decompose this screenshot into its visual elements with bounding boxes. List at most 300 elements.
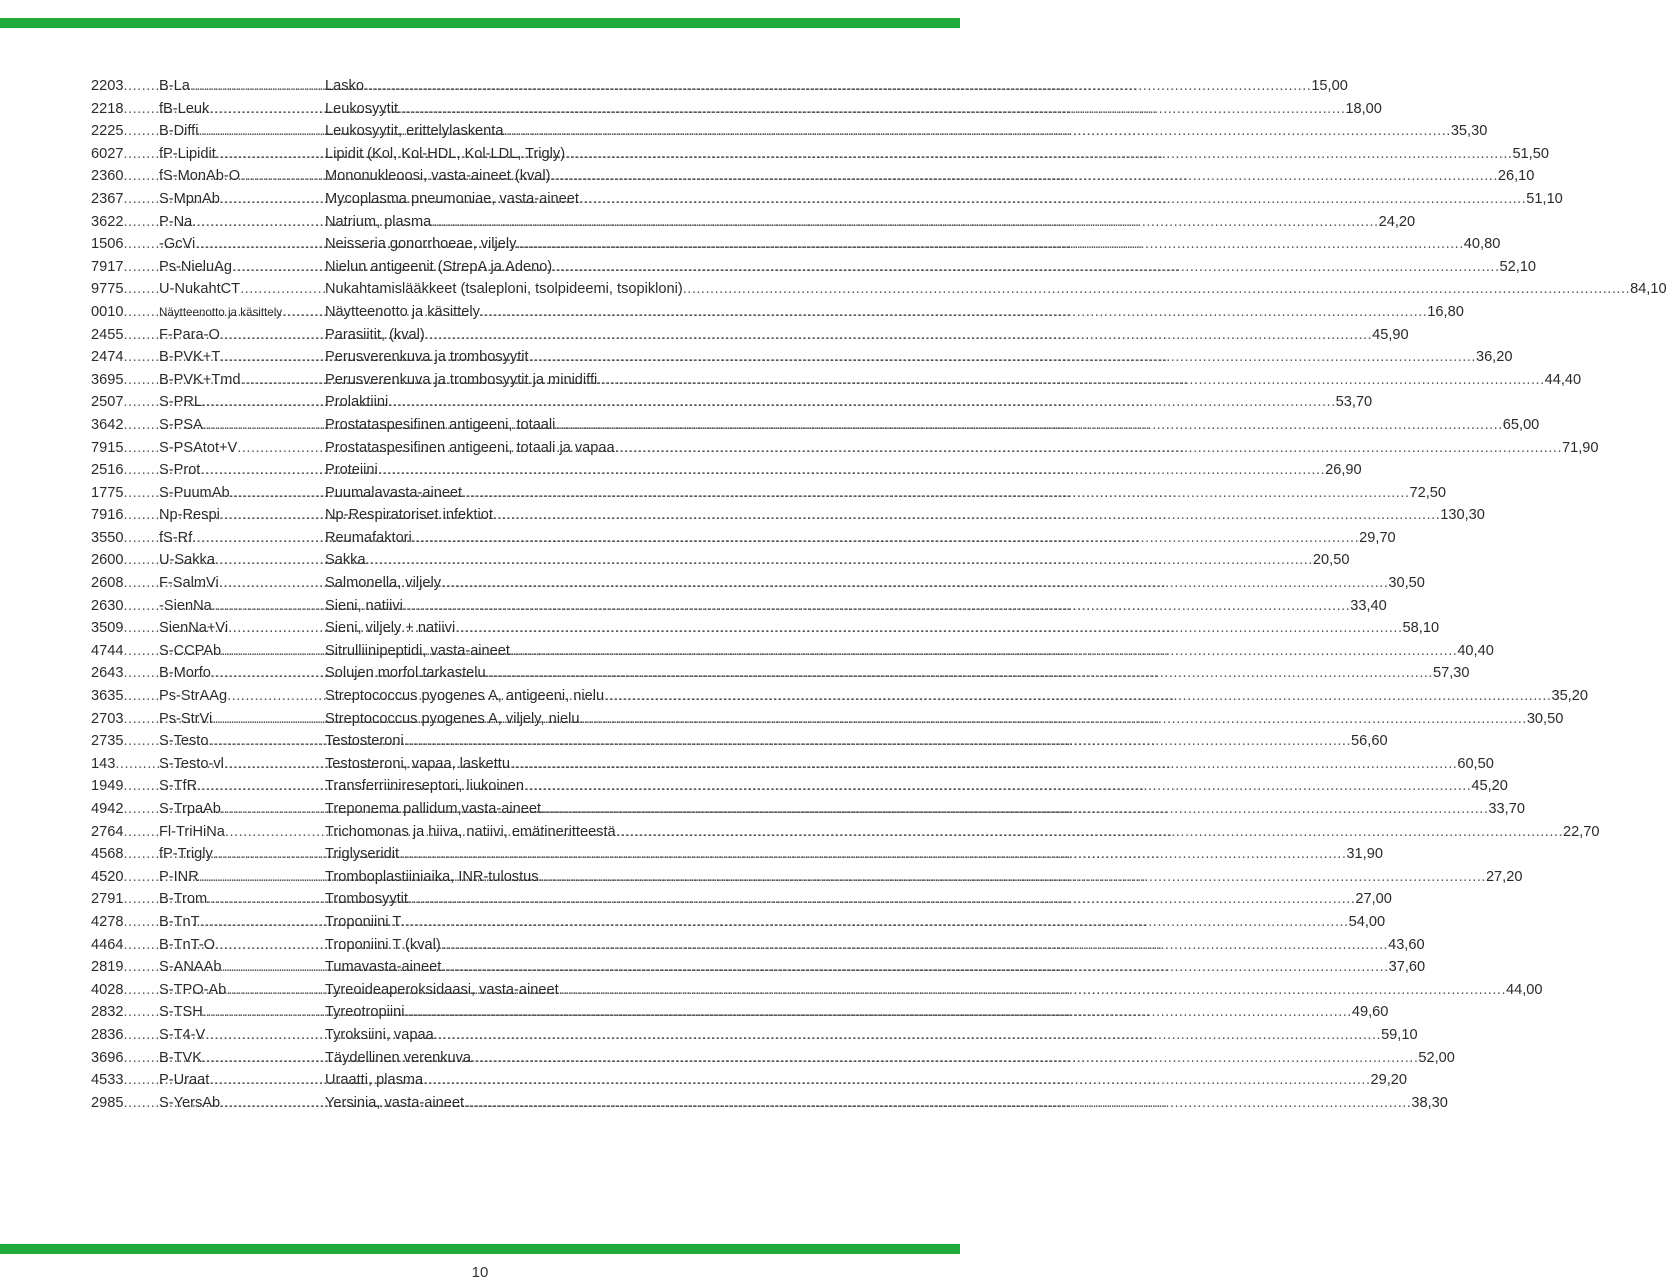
dot-leader: [615, 437, 1562, 460]
test-name-text: Proteiini: [325, 462, 378, 479]
test-abbreviation-text: S-PSA: [159, 416, 203, 433]
test-price: 40,40: [1457, 642, 1494, 659]
test-price: 49,60: [1351, 1004, 1389, 1021]
price-row: [91, 1069, 1408, 1092]
test-price: 44,00: [1506, 981, 1543, 998]
test-abbreviation-cell: [159, 211, 325, 234]
test-price: 22,70: [1563, 823, 1600, 840]
test-name-cell: [325, 934, 1388, 957]
test-code-cell: [91, 595, 159, 618]
test-name-text: Nielun antigeenit (StrepA ja Adeno): [325, 258, 553, 275]
price-row: [91, 1047, 1455, 1070]
test-code-text: 2791: [91, 891, 124, 908]
test-name-text: Nukahtamislääkkeet (tsaleploni, tsolpideemi, tsopikloni): [325, 281, 683, 298]
test-price: 43,60: [1388, 936, 1425, 953]
dot-leader: [565, 143, 1512, 166]
dot-leader: [431, 211, 1378, 234]
test-code-cell: [91, 821, 159, 844]
test-abbreviation-text: B-Morfo: [159, 665, 211, 682]
test-code-cell: [91, 188, 159, 211]
test-name-cell: [325, 549, 1313, 572]
test-price: 29,70: [1359, 529, 1396, 546]
test-name-cell: [325, 572, 1388, 595]
test-abbreviation-cell: [159, 979, 325, 1002]
dot-leader: [559, 979, 1506, 1002]
test-name-text: Streptococcus pyogenes A, antigeeni, nielu: [325, 688, 605, 705]
dot-leader: [551, 165, 1498, 188]
test-code-text: 3695: [91, 371, 124, 388]
price-row: [91, 188, 1563, 211]
test-code-text: 6027: [91, 145, 124, 162]
test-code-cell: [91, 414, 159, 437]
test-name-text: Prostataspesifinen antigeeni, totaali: [325, 416, 556, 433]
test-code-cell: [91, 301, 159, 324]
test-code-cell: [91, 866, 159, 889]
test-name-cell: [325, 165, 1498, 188]
dot-leader: [464, 1092, 1411, 1115]
test-code-cell: [91, 527, 159, 550]
test-code-text: 3642: [91, 416, 124, 433]
test-name-text: Transferriinireseptori, liukoinen: [325, 778, 524, 795]
test-code-cell: [91, 504, 159, 527]
test-price: 27,20: [1485, 868, 1523, 885]
dot-leader: [405, 1001, 1352, 1024]
test-code-text: 4520: [91, 868, 124, 885]
test-code-cell: [91, 143, 159, 166]
dot-leader: [486, 662, 1433, 685]
test-abbreviation-cell: [159, 595, 325, 618]
test-code-text: 4942: [91, 801, 124, 817]
test-name-text: Perusverenkuva ja trombosyytit: [325, 349, 529, 366]
dot-leader: [366, 549, 1313, 572]
test-abbreviation-text: Ps-StrVi: [159, 710, 213, 727]
test-code-cell: [91, 391, 159, 414]
test-abbreviation-text: fP-Lipidit: [159, 145, 216, 162]
test-name-cell: [325, 843, 1346, 866]
test-abbreviation-text: S-MpnAb: [159, 190, 220, 207]
price-row: [91, 640, 1494, 663]
test-code-text: 2474: [91, 349, 124, 366]
dot-leader: [399, 843, 1346, 866]
test-code-text: 2643: [91, 665, 124, 682]
dot-leader: [480, 301, 1427, 324]
dot-leader: [441, 572, 1388, 595]
test-abbreviation-cell: [159, 866, 325, 889]
test-abbreviation-text: S-PSAtot+V: [159, 439, 238, 456]
price-row: [91, 775, 1508, 798]
test-name-cell: [325, 75, 1311, 98]
test-code-cell: [91, 437, 159, 460]
test-price: 58,10: [1402, 620, 1440, 637]
test-abbreviation-cell: [159, 369, 325, 392]
test-code-cell: [91, 730, 159, 753]
price-row: [91, 617, 1440, 640]
test-code-cell: [91, 979, 159, 1002]
test-price: 26,90: [1325, 462, 1362, 479]
test-name-text: Sieni, viljely + natiivi: [325, 620, 456, 637]
test-name-text: Näytteenotto ja käsittely: [325, 303, 480, 320]
test-code-text: 3509: [91, 620, 124, 637]
test-code-text: 3550: [91, 529, 124, 546]
test-name-text: Yersinia, vasta-aineet: [325, 1094, 464, 1111]
test-abbreviation-text: F-Para-O: [159, 326, 220, 343]
test-code-cell: [91, 1047, 159, 1070]
test-abbreviation-text: SienNa+Vi: [159, 620, 229, 637]
dot-leader: [462, 482, 1409, 505]
price-row: [91, 414, 1540, 437]
test-code-text: 2225: [91, 123, 124, 140]
price-row: [91, 98, 1382, 121]
test-abbreviation-cell: [159, 1047, 325, 1070]
price-row: [91, 459, 1362, 482]
test-name-text: Mycoplasma pneumoniae, vasta-aineet: [325, 190, 579, 207]
test-price: 33,70: [1488, 801, 1525, 817]
test-name-cell: [325, 821, 1563, 844]
test-name-text: Perusverenkuva ja trombosyytit ja minidiffi: [325, 371, 598, 388]
test-code-cell: [91, 482, 159, 505]
test-abbreviation-cell: [159, 708, 325, 731]
test-code-cell: [91, 1069, 159, 1092]
test-code-cell: [91, 911, 159, 934]
dot-leader: [510, 753, 1457, 776]
test-abbreviation-cell: [159, 662, 325, 685]
test-code-cell: [91, 256, 159, 279]
test-name-cell: [325, 1047, 1418, 1070]
test-abbreviation-text: Näytteenotto ja käsittely: [159, 305, 283, 319]
price-row: [91, 1092, 1448, 1115]
dot-leader: [123, 278, 159, 301]
test-abbreviation-cell: [159, 730, 325, 753]
price-row: [91, 278, 1667, 301]
test-code-text: 4744: [91, 642, 124, 659]
price-row: [91, 956, 1426, 979]
test-price: 35,20: [1551, 688, 1588, 705]
test-abbreviation-cell: [159, 798, 325, 821]
test-abbreviation-cell: [159, 459, 325, 482]
test-abbreviation-text: S-PuumAb: [159, 484, 230, 501]
test-code-cell: [91, 324, 159, 347]
test-price: 35,30: [1450, 123, 1488, 140]
test-abbreviation-cell: [159, 482, 325, 505]
price-row: [91, 934, 1425, 957]
dot-leader: [401, 911, 1348, 934]
test-abbreviation-text: fB-Leuk: [159, 100, 210, 117]
test-price: 30,50: [1388, 575, 1425, 592]
test-name-cell: [325, 98, 1345, 121]
test-code-cell: [91, 369, 159, 392]
test-code-cell: [91, 798, 159, 821]
test-abbreviation-cell: [159, 753, 325, 776]
test-code-cell: [91, 572, 159, 595]
test-name-cell: [325, 730, 1351, 753]
test-name-cell: [325, 1092, 1411, 1115]
price-row: [91, 798, 1525, 821]
test-name-text: Tyroksiini, vapaa: [325, 1026, 434, 1043]
price-row: [91, 391, 1373, 414]
test-name-cell: [325, 256, 1500, 279]
test-price: 84,10: [1630, 281, 1667, 298]
test-name-cell: [325, 527, 1359, 550]
test-code-text: 2735: [91, 733, 124, 750]
test-code-text: 3696: [91, 1049, 124, 1066]
price-row: [91, 708, 1564, 731]
test-name-text: Puumalavasta-aineet: [325, 484, 463, 501]
test-abbreviation-text: B-Diffi: [159, 123, 199, 140]
price-row: [91, 482, 1446, 505]
dot-leader: [282, 301, 325, 324]
test-abbreviation-text: S-YersAb: [159, 1094, 221, 1111]
test-abbreviation-text: F-SalmVi: [159, 575, 219, 592]
dot-leader: [455, 617, 1402, 640]
test-abbreviation-text: B-TnT: [159, 913, 200, 930]
test-abbreviation-text: S-CCPAb: [159, 642, 222, 659]
bottom-accent-bar: [0, 1244, 960, 1254]
test-abbreviation-text: -SienNa: [159, 597, 212, 614]
test-name-text: Trichomonas ja hiiva, natiivi, emätineritteestä: [325, 823, 616, 840]
test-code-text: 2608: [91, 575, 124, 592]
test-abbreviation-text: Ps-NieluAg: [159, 258, 232, 275]
test-code-cell: [91, 211, 159, 234]
test-abbreviation-cell: [159, 165, 325, 188]
test-name-cell: [325, 888, 1355, 911]
dot-leader: [423, 1069, 1370, 1092]
test-code-text: 2516: [91, 462, 124, 479]
test-name-cell: [325, 956, 1389, 979]
test-price: 15,00: [1311, 78, 1348, 94]
test-name-text: Natrium, plasma: [325, 213, 432, 230]
test-abbreviation-text: S-TPO-Ab: [159, 981, 227, 998]
dot-leader: [364, 75, 1311, 98]
dot-leader: [441, 934, 1388, 957]
price-row: [91, 595, 1387, 618]
test-name-text: Tumavasta-aineet: [325, 959, 442, 976]
test-code-text: 2507: [91, 394, 124, 411]
price-row: [91, 866, 1523, 889]
price-row: [91, 821, 1600, 844]
test-code-text: 2203: [91, 78, 124, 94]
test-abbreviation-cell: [159, 549, 325, 572]
test-name-text: Mononukleoosi, vasta-aineet (kval): [325, 168, 551, 185]
test-abbreviation-text: S-T4-V: [159, 1026, 206, 1043]
price-row: [91, 437, 1599, 460]
test-name-cell: [325, 143, 1512, 166]
test-name-text: Parasiitit, (kval): [325, 326, 425, 343]
test-abbreviation-cell: [159, 414, 325, 437]
test-abbreviation-text: Np-Respi: [159, 507, 220, 524]
test-price: 26,10: [1497, 168, 1535, 185]
test-price: 51,10: [1526, 190, 1563, 207]
dot-leader: [524, 775, 1471, 798]
test-name-text: Lipidit (Kol, Kol-HDL, Kol-LDL, Trigly): [325, 145, 566, 162]
dot-leader: [552, 256, 1499, 279]
test-code-text: 143: [91, 755, 116, 772]
test-name-text: Uraatti, plasma: [325, 1072, 424, 1089]
test-name-cell: [325, 437, 1562, 460]
dot-leader: [123, 821, 159, 844]
test-code-cell: [91, 640, 159, 663]
price-row: [91, 888, 1392, 911]
test-name-cell: [325, 391, 1336, 414]
test-abbreviation-text: S-Prot: [159, 462, 201, 479]
test-abbreviation-cell: [159, 685, 325, 708]
test-abbreviation-cell: [159, 98, 325, 121]
price-row: [91, 549, 1350, 572]
test-price: 53,70: [1335, 394, 1373, 411]
test-price: 59,10: [1381, 1026, 1418, 1043]
test-name-cell: [325, 301, 1427, 324]
test-abbreviation-text: U-Sakka: [159, 552, 215, 569]
test-price: 60,50: [1457, 755, 1494, 772]
test-price: 56,60: [1351, 733, 1388, 750]
test-name-text: Sakka: [325, 552, 366, 569]
test-name-cell: [325, 1001, 1352, 1024]
price-row: [91, 1001, 1389, 1024]
test-name-text: Solujen morfol.tarkastelu: [325, 665, 486, 682]
test-name-cell: [325, 685, 1551, 708]
test-code-cell: [91, 233, 159, 256]
test-abbreviation-cell: [159, 120, 325, 143]
test-code-cell: [91, 888, 159, 911]
test-abbreviation-text: S-TfR: [159, 778, 198, 795]
test-price: 52,00: [1418, 1049, 1455, 1066]
dot-leader: [516, 233, 1463, 256]
test-code-text: 3635: [91, 688, 124, 705]
test-name-text: Sieni, natiivi: [325, 597, 403, 614]
test-price: 16,80: [1427, 303, 1464, 320]
test-abbreviation-text: P-Uraat: [159, 1072, 210, 1089]
dot-leader: [398, 98, 1345, 121]
test-abbreviation-cell: [159, 1024, 325, 1047]
test-abbreviation-cell: [159, 346, 325, 369]
dot-leader: [597, 369, 1544, 392]
test-name-text: Prolaktiini: [325, 394, 389, 411]
test-abbreviation-text: S-Testo: [159, 733, 209, 750]
test-abbreviation-text: P-Na: [159, 213, 193, 230]
top-accent-bar: [0, 18, 960, 28]
test-price: 27,00: [1355, 891, 1392, 908]
dot-leader: [493, 504, 1440, 527]
test-code-text: 4568: [91, 846, 124, 863]
test-abbreviation-cell: [159, 1069, 325, 1092]
dot-leader: [412, 527, 1359, 550]
test-name-text: Tyreoideaperoksidaasi, vasta-aineet: [325, 981, 559, 998]
test-code-cell: [91, 165, 159, 188]
test-abbreviation-text: S-TrpaAb: [159, 801, 221, 817]
test-code-cell: [91, 956, 159, 979]
dot-leader: [510, 640, 1457, 663]
test-name-text: Täydellinen verenkuva: [325, 1049, 472, 1066]
test-name-text: Sitrulliinipeptidi, vasta-aineet: [325, 642, 510, 659]
test-code-text: 2630: [91, 597, 124, 614]
dot-leader: [404, 730, 1351, 753]
test-abbreviation-cell: [159, 188, 325, 211]
test-abbreviation-text: S-TSH: [159, 1004, 203, 1021]
dot-leader: [683, 278, 1630, 301]
test-abbreviation-text: fS-MonAb-O: [159, 168, 241, 185]
test-price: 72,50: [1409, 484, 1446, 501]
test-name-text: Leukosyytit, erittelylaskenta: [325, 123, 504, 140]
test-code-text: 7917: [91, 258, 124, 275]
test-abbreviation-text: S-PRL: [159, 394, 202, 411]
test-code-text: 2600: [91, 552, 124, 569]
test-name-cell: [325, 120, 1451, 143]
test-code-text: 2819: [91, 959, 124, 976]
page-number: 10: [471, 1264, 489, 1281]
test-code-text: 2764: [91, 823, 124, 840]
dot-leader: [503, 120, 1450, 143]
test-name-text: Testosteroni: [325, 733, 404, 750]
test-abbreviation-text: fS-Rf: [159, 529, 193, 546]
price-row: [91, 75, 1348, 98]
test-name-text: Troponiini T: [325, 913, 402, 930]
test-abbreviation-cell: [159, 617, 325, 640]
test-price: 44,40: [1544, 371, 1582, 388]
test-abbreviation-text: B-TVK: [159, 1049, 202, 1066]
dot-leader: [378, 459, 1325, 482]
test-abbreviation-cell: [159, 821, 325, 844]
dot-leader: [388, 391, 1335, 414]
test-abbreviation-cell: [159, 1001, 325, 1024]
test-code-text: 2455: [91, 326, 124, 343]
test-code-cell: [91, 1092, 159, 1115]
dot-leader: [123, 437, 159, 460]
test-abbreviation-text: B-PVK+T: [159, 349, 221, 366]
test-code-text: 7915: [91, 439, 124, 456]
price-row: [91, 1024, 1418, 1047]
test-code-text: 3622: [91, 213, 124, 230]
test-price: 24,20: [1378, 213, 1416, 230]
test-abbreviation-text: U-NukahtCT: [159, 281, 241, 298]
price-row: [91, 324, 1409, 347]
test-name-text: Tromboplastiiniaika, INR-tulostus: [325, 868, 539, 885]
dot-leader: [408, 888, 1355, 911]
test-price: 65,00: [1502, 416, 1540, 433]
price-row: [91, 211, 1416, 234]
test-price: 30,50: [1526, 710, 1564, 727]
test-price: 52,10: [1499, 258, 1537, 275]
test-code-text: 1949: [91, 778, 124, 795]
dot-leader: [579, 188, 1526, 211]
test-name-cell: [325, 798, 1488, 821]
test-name-cell: [325, 324, 1372, 347]
test-name-text: Treponema pallidum,vasta-aineet: [325, 801, 542, 817]
price-row: [91, 504, 1485, 527]
test-code-cell: [91, 708, 159, 731]
price-row: [91, 662, 1470, 685]
test-name-text: Leukosyytit: [325, 100, 399, 117]
test-abbreviation-text: Ps-StrAAg: [159, 688, 228, 705]
test-abbreviation-text: B-Trom: [159, 891, 208, 908]
price-row: [91, 301, 1464, 324]
test-name-cell: [325, 662, 1433, 685]
test-name-cell: [325, 1024, 1381, 1047]
test-code-cell: [91, 753, 159, 776]
price-row: [91, 843, 1383, 866]
test-name-text: Streptococcus pyogenes A, viljely, nielu: [325, 710, 580, 727]
test-abbreviation-text: S-Testo-vl: [159, 755, 224, 772]
test-price: 31,90: [1346, 846, 1383, 863]
test-name-cell: [325, 866, 1486, 889]
test-price: 57,30: [1432, 665, 1470, 682]
dot-leader: [529, 346, 1476, 369]
test-code-text: 4028: [91, 981, 124, 998]
test-code-cell: [91, 346, 159, 369]
test-code-text: 9775: [91, 281, 124, 298]
test-price: 18,00: [1345, 100, 1382, 117]
price-row: [91, 346, 1513, 369]
test-code-text: 2832: [91, 1004, 124, 1021]
test-name-cell: [325, 753, 1457, 776]
